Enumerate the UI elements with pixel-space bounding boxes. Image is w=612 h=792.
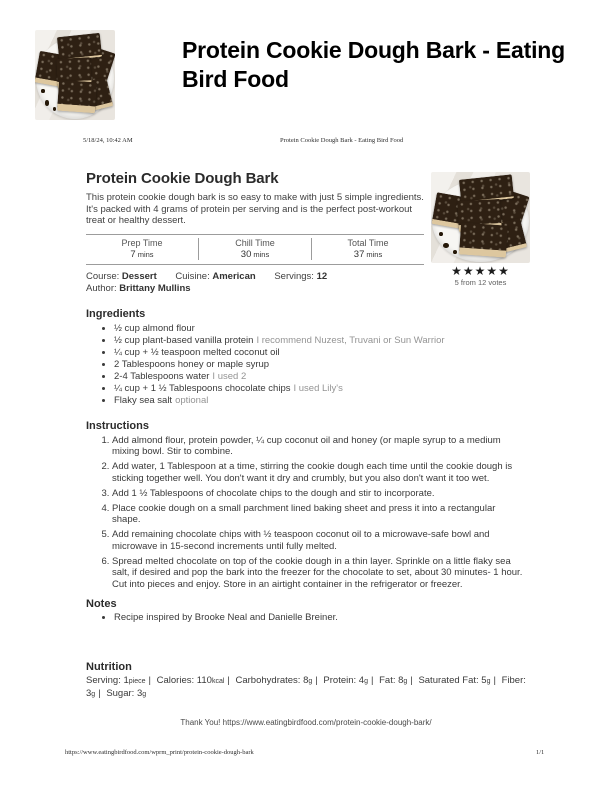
- total-time-label: Total Time: [347, 237, 389, 248]
- nutrition-label: Calories:: [156, 675, 195, 686]
- print-footer-url: https://www.eatingbirdfood.com/wprm_print/protein-cookie-dough-bark: [65, 749, 254, 756]
- ingredient-item: [114, 323, 526, 335]
- star-icons: ★★★★★: [451, 264, 510, 278]
- ingredient-text: ½ cup almond flour: [114, 322, 195, 334]
- ingredient-note: optional: [175, 394, 209, 406]
- rating-votes-text: 5 from 12 votes: [454, 278, 507, 287]
- ingredients-heading: Ingredients: [86, 307, 146, 320]
- chill-time-number: 30: [240, 248, 252, 260]
- servings-label: Servings:: [274, 270, 314, 282]
- nutrition-heading: Nutrition: [86, 661, 132, 673]
- author-value: Brittany Mullins: [119, 282, 191, 294]
- nutrition-separator: |: [371, 675, 374, 686]
- nutrition-value: 4: [358, 675, 365, 686]
- nutrition-separator: |: [227, 675, 230, 686]
- ingredient-text: Flaky sea salt: [114, 394, 173, 406]
- nutrition-unit: kcal: [211, 678, 225, 685]
- nutrition-label: Sugar:: [106, 688, 135, 699]
- notes-list: [86, 612, 526, 624]
- document-title: Protein Cookie Dough Bark - Eating Bird Food: [182, 37, 565, 92]
- bark-piece: [57, 80, 97, 114]
- nutrition-unit: g: [142, 691, 147, 698]
- chill-time-unit: mins: [253, 249, 270, 259]
- nutrition-separator: |: [410, 675, 413, 686]
- nutrition-separator: |: [148, 675, 151, 686]
- instruction-step: 3. Add 1 ½ Tablespoons of chocolate chips to the dough and stir to incorporate.: [112, 488, 526, 500]
- prep-time-cell: [86, 238, 198, 260]
- author-label: Author:: [86, 282, 117, 294]
- prep-time-label: Prep Time: [121, 237, 163, 248]
- instruction-step: 2. Add water, 1 Tablespoon at a time, stirring the cookie dough each time until the cookie dough is sticking together well. You don't want it dry and crumbly, but you also don't want it too wet.: [112, 461, 526, 484]
- nutrition-label: Saturated Fat:: [418, 675, 479, 686]
- chocolate-crumb: [41, 89, 44, 93]
- chocolate-crumb: [439, 232, 443, 236]
- nutrition-unit: g: [91, 691, 96, 698]
- prep-time-unit: mins: [137, 249, 154, 259]
- print-footer-page-number: 1/1: [536, 749, 545, 756]
- nutrition-separator: |: [98, 688, 101, 699]
- nutrition-unit: g: [308, 678, 313, 685]
- nutrition-unit: piece: [128, 678, 146, 685]
- nutrition-unit: g: [403, 678, 408, 685]
- total-time-value: [312, 249, 424, 260]
- nutrition-value: 8: [398, 675, 404, 686]
- chill-time-label: Chill Time: [235, 237, 275, 248]
- instruction-step: 1. Add almond flour, protein powder, ¼ cup coconut oil and honey (or maple syrup to a medium mixing bowl. Stir to combine.: [112, 435, 526, 458]
- nutrition-value: 3: [136, 688, 143, 699]
- nutrition-value: 5: [481, 675, 487, 686]
- note-item: • Recipe inspired by Brooke Neal and Danielle Breiner.: [114, 612, 526, 624]
- nutrition-value: 8: [303, 675, 309, 686]
- ingredient-item: [114, 371, 526, 383]
- total-time-number: 37: [353, 248, 365, 260]
- nutrition-sugar: [106, 688, 146, 699]
- ingredient-item: [114, 335, 526, 347]
- nutrition-saturated-fat: [418, 675, 490, 686]
- ingredient-text: 2-4 Tablespoons water: [114, 370, 210, 382]
- ingredients-list: [86, 323, 526, 407]
- nutrition-protein: [323, 675, 368, 686]
- instruction-step: 6. Spread melted chocolate on top of the cookie dough in a thin layer. Sprinkle on a little flaky sea salt, if desired and pop the bark into the freezer for the chocolate to set, about 30 minutes- 1 hour. Cut into pieces and enjoy. Store in an airtight container in the refrigerator or freezer.: [112, 556, 526, 591]
- course-value: Dessert: [121, 270, 157, 282]
- recipe-thumbnail-image: [35, 30, 115, 120]
- nutrition-label: Protein:: [323, 675, 357, 686]
- nutrition-value: 3: [86, 688, 92, 699]
- bark-piece: [57, 32, 102, 60]
- ingredient-text: 2 Tablespoons honey or maple syrup: [114, 358, 270, 370]
- ingredient-item: [114, 347, 526, 359]
- nutrition-unit: g: [486, 678, 491, 685]
- nutrition-unit: g: [364, 678, 368, 685]
- chocolate-crumb: [453, 250, 457, 254]
- nutrition-calories: [157, 675, 225, 686]
- ingredient-note: I used 2: [212, 370, 247, 382]
- recipe-photo: [431, 172, 530, 263]
- nutrition-value: 1: [123, 675, 129, 686]
- star-rating: [431, 266, 530, 287]
- ingredient-item: [114, 395, 526, 407]
- instruction-step: 4. Place cookie dough on a small parchment lined baking sheet and press it into a rectangular shape.: [112, 503, 526, 526]
- bark-piece: [459, 222, 508, 257]
- thank-you-line: Thank You! https://www.eatingbirdfood.com/protein-cookie-dough-bark/: [180, 718, 432, 727]
- nutrition-label: Serving:: [86, 675, 121, 686]
- ingredients-section: [86, 308, 526, 407]
- prep-time-number: 7: [130, 248, 136, 260]
- ingredient-text: ¼ cup + 1 ½ Tablespoons chocolate chips: [114, 382, 291, 394]
- cuisine-meta: [175, 271, 255, 282]
- total-time-cell: [311, 238, 424, 260]
- nutrition-separator: |: [493, 675, 496, 686]
- cuisine-value: American: [212, 270, 256, 282]
- chocolate-crumb: [53, 107, 56, 111]
- servings-value: 12: [316, 270, 328, 282]
- chocolate-crumb: [45, 100, 50, 105]
- nutrition-separator: |: [315, 675, 318, 686]
- servings-meta: [274, 271, 327, 282]
- nutrition-serving: [86, 675, 146, 686]
- prep-time-value: [86, 249, 198, 260]
- nutrition-label: Carbohydrates:: [235, 675, 301, 686]
- ingredient-note: I recommend Nuzest, Truvani or Sun Warrior: [256, 334, 445, 346]
- nutrition-fat: [379, 675, 407, 686]
- ingredient-text: ¼ cup + ½ teaspoon melted coconut oil: [114, 346, 280, 358]
- print-header-title: Protein Cookie Dough Bark - Eating Bird Food: [280, 137, 404, 144]
- nutrition-value: 110: [196, 675, 212, 686]
- instructions-heading: Instructions: [86, 419, 149, 432]
- nutrition-line: [86, 675, 528, 701]
- ingredient-item: [114, 383, 526, 395]
- chill-time-value: [199, 249, 311, 260]
- nutrition-section: [86, 661, 526, 701]
- recipe-title: Protein Cookie Dough Bark: [86, 170, 279, 187]
- course-meta: [86, 271, 157, 282]
- time-table: [86, 234, 424, 265]
- notes-section: [86, 598, 526, 624]
- cuisine-label: Cuisine:: [175, 270, 210, 282]
- instruction-step: 5. Add remaining chocolate chips with ½ teaspoon coconut oil to a microwave-safe bowl and microwave in 15-second increments until fully melted.: [112, 529, 526, 552]
- course-label: Course:: [86, 270, 120, 282]
- total-time-unit: mins: [366, 249, 383, 259]
- recipe-card: [86, 170, 526, 727]
- instructions-section: [86, 420, 526, 591]
- chill-time-cell: [198, 238, 311, 260]
- nutrition-carbohydrates: [236, 675, 313, 686]
- recipe-header: [86, 170, 526, 295]
- nutrition-label: Fat:: [379, 675, 396, 686]
- nutrition-label: Fiber:: [501, 675, 526, 686]
- recipe-description: This protein cookie dough bark is so easy to make with just 5 simple ingredients. It's packed with 4 grams of protein per serving and is the perfect post-workout treat or healthy dessert.: [86, 192, 424, 226]
- instructions-list: [86, 435, 526, 591]
- ingredient-item: [114, 359, 526, 371]
- notes-heading: Notes: [86, 598, 117, 610]
- print-header-datetime: 5/18/24, 10:42 AM: [83, 137, 133, 144]
- ingredient-note: I used Lily's: [293, 382, 343, 394]
- ingredient-text: ½ cup plant-based vanilla protein: [114, 334, 254, 346]
